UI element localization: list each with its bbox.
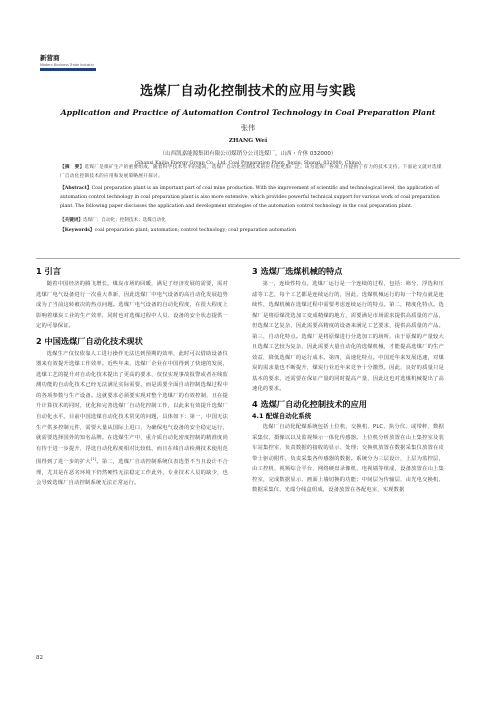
- masthead-subtitle: Modern Business Trade Industry: [40, 62, 95, 67]
- section-3-paragraph: 第一，连续性特点。选煤厂运行是一个连续的过程，包括：筛分、浮选和压滤等工艺，每个工艺都是连续运行的，因此，选煤机械运行的每一个特点就是连续性，选煤机械在选煤过程中需要考虑连续运行的特点。第二，精度化特点。选煤厂是将原煤洗选加工变成精煤的地方，需要满足市场需求提供高质量的产品，但选煤工艺复杂，因此需要高精度的设备来满足工艺要求，提供高质量的产品。第三，自动化特点。选煤厂是将原煤进行分选加工的场所，由于原煤的产量较大且选煤工艺较为复杂，因此需要大量自动化的选煤机械，才能提高选煤厂的生产效益，降低选煤厂的运行成本。第四，高速化特点。中国近年来发展迅速，对煤炭的需求量也不断提升，煤炭行业近年来竞争十分激烈。因此，良好的质量只是基本的要求，还需要在保证产量的同时提高产量，因此这也对选煤机械提出了高速化的要求。: [252, 281, 444, 393]
- title-block: [40, 80, 456, 166]
- section-2-heading: 2 中国选煤厂自动化技术现状: [36, 335, 143, 346]
- section-2-text: 选煤生产仅仅依靠人工进行操作无法达到预期的效率，此时可以借助设备仪器来有效提升选煤工作效率。近些年来，选煤厂企业在中国得到了快速的发展，选煤工艺的提升对自动化技术提出了更高的要求，仅仅实现事故报警或者在线监测功能的自动化技术已经无法满足实际需要，而是需要全面自动控制选煤过程中的各项参数与生产设备。这就要求必须要实现对整个选煤厂的有效控制，且在提升计算技术的同时，优化和完善选煤厂自动化控制工作，以此来有效提升选煤厂自动化水平。目前中国选煤自动化技术常见的问题，具体如下：第一，中国无法生产供多控制元件，需要大量从国际上进口，为确保电气设备的安全稳定运行，就需要选择国外的知名品牌。在选煤生产中，重介质自动化密度控制的精准度尚有待于进一步提升，浮选自动化程度相对比较低，而且在线自动检测技术使用范围得到了进一步的扩大: [36, 350, 228, 465]
- author-en: ZHANG Wei: [228, 138, 268, 144]
- paper-title-en: Application and Practice of Automation Control Technology in Coal Preparation Plant: [60, 108, 436, 117]
- affiliation-cn: （山西凯嘉能源集团有限公司煤销分公司选煤厂，山西・介休 032000）: [159, 151, 337, 157]
- author-cn: 张伟: [241, 124, 255, 132]
- section-2-paragraph: [36, 349, 228, 489]
- abstract-en-label: 【Abstract】: [60, 186, 92, 191]
- abstract-cn-label: 【摘 要】: [60, 165, 85, 170]
- abstract-cn-text: 选煤厂是煤矿生产的重要组成，随着科学技术水平的提高，选煤厂自动化控制技术的应用也更加广泛。该为选煤厂各项工作提供了有力的技术支持。下面论文就对选煤厂自动化控制技术的应用和发展策略展开探讨。: [60, 165, 442, 179]
- section-1-heading: 1 引言: [36, 266, 61, 276]
- keywords-en: [60, 226, 442, 235]
- keywords-cn: [60, 216, 442, 225]
- masthead-title: 新营商: [40, 54, 60, 62]
- paper-title-cn: 选煤厂自动化控制技术的应用与实践: [139, 84, 356, 99]
- keywords-cn-text: 选煤厂；自动化；控制技术；选煤自动化: [82, 218, 166, 223]
- section-4-1-heading: 4.1 配煤自动化系统: [252, 412, 312, 421]
- divider: [36, 258, 460, 259]
- section-2-text-tail: 。第二，选煤厂自动控制系统仪表选型不当且设计不合理，尤其是在恶劣环境下仍然硬性无法稳定工作此外，专业技术人员的缺少，也会导致选煤厂自动控制系统无法正常运行。: [36, 458, 228, 487]
- citation-ref: [1]: [90, 457, 97, 462]
- abstract-cn: [60, 163, 442, 181]
- abstract-en-text: Coal preparation plant is an important part of coal mine production. With the improvement of scientific and technological level, the application of automation control technology in coal preparation plant is also more extensive, which provides powerful technical support for various work of coal preparation plant. The following paper discusses the application and development strategies of the automation control technology in the coal preparation plant.: [60, 186, 440, 209]
- affiliation-en: (Shanxi Kaijia Energy Group Co., Ltd. Coal Preparation Plant, Jiexiu, Shanxi, 032000, China): [135, 161, 361, 166]
- abstract-block: [60, 163, 442, 235]
- masthead: [40, 55, 120, 71]
- keywords-en-text: coal preparation plant; automation; control technology; coal preparation automation: [94, 228, 297, 233]
- section-4-heading: 4 选煤厂自动化控制技术的应用: [252, 399, 367, 410]
- left-column: [36, 266, 228, 489]
- section-4-1-paragraph: 选煤厂自动化配煤系统包括上位机、交换机、PLC、执分仪、或带秤、数据采集仪、摄像以以及监视频示一体化传感器。上位机分析放置在山上集控室及装车站集控室，负责数据的接收的显示、处理；交换机放置在数据采集仪放置在皮带士驱动附件，负责采集各传感器的数据。系统分为三层设计，上层为监控层，由工控机、视频综合平台、网络硬盘录像机、电视墙等组成，设备放置在山上集控室，完成数据显示、画面上墙切换的功能；中间层为传输层，由光电交换机、数据采集仪、光端分线盒组成，设备放置在各配电室，实现数据: [252, 424, 444, 494]
- abstract-en: [60, 184, 442, 211]
- section-3-heading: 3 选煤厂选煤机械的特点: [252, 266, 343, 276]
- page-number: 82: [36, 655, 43, 661]
- keywords-en-label: 【Keywords】: [60, 228, 95, 233]
- right-column: [252, 266, 444, 496]
- keywords-cn-label: 【关键词】: [60, 218, 83, 223]
- masthead-bar: [40, 68, 96, 71]
- section-1-paragraph: 随着中国经济的腾飞增长，煤炭市场的回暖，满足了经济发展的需要，需对选煤厂电气设备进行一次重大革新，因此选煤厂中电气设备的高自动化发展趋势成为了当前这转被决的热点问题。选煤厂电气设备的自动化程度，在很大程度上影响着煤炭工业的生产效率，同时也对选煤过程中人员、设备的安全状态提供一定的可靠保证。: [36, 281, 228, 330]
